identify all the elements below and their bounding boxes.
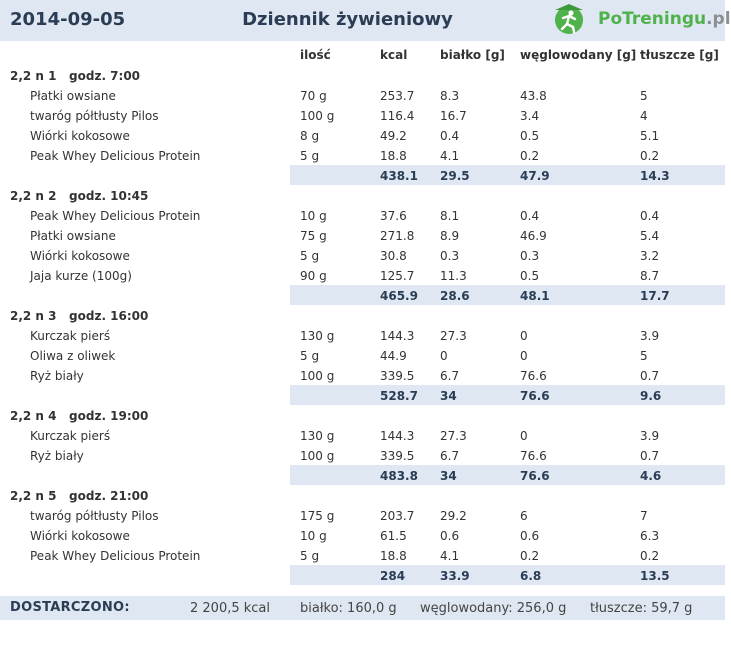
food-name: Oliwa z oliwek [30,349,116,363]
food-kcal: 253.7 [380,89,415,103]
food-qty: 5 g [300,249,320,263]
food-fat: 5 [640,349,648,363]
food-name: Peak Whey Delicious Protein [30,209,201,223]
sum-protein: 34 [440,389,457,403]
food-carbs: 0.2 [520,549,540,563]
sum-kcal: 483.8 [380,469,418,483]
food-qty: 130 g [300,429,335,443]
food-name: twaróg półtłusty Pilos [30,509,159,523]
food-fat: 3.2 [640,249,660,263]
food-name: Jaja kurze (100g) [30,269,132,283]
logo-text[interactable]: PoTreningu.pl [598,9,731,29]
food-kcal: 271.8 [380,229,415,243]
food-qty: 70 g [300,89,327,103]
meal-sum-row [290,165,725,185]
food-kcal: 125.7 [380,269,415,283]
food-carbs: 76.6 [520,369,547,383]
food-kcal: 18.8 [380,549,407,563]
total-carbs: węglowodany: 256,0 g [420,601,567,616]
food-protein: 0 [440,349,448,363]
food-name: Ryż biały [30,369,84,383]
food-kcal: 30.8 [380,249,407,263]
food-protein: 4.1 [440,149,460,163]
food-carbs: 0.4 [520,209,540,223]
total-label: DOSTARCZONO: [10,600,130,615]
food-fat: 0.7 [640,369,660,383]
food-qty: 130 g [300,329,335,343]
food-name: Kurczak pierś [30,329,111,343]
food-fat: 0.2 [640,149,660,163]
food-protein: 0.3 [440,249,460,263]
meal-sum-row [290,465,725,485]
food-kcal: 144.3 [380,329,415,343]
food-carbs: 0.5 [520,269,540,283]
food-fat: 6.3 [640,529,660,543]
food-qty: 100 g [300,449,335,463]
food-kcal: 116.4 [380,109,415,123]
food-name: Wiórki kokosowe [30,249,130,263]
sum-carbs: 6.8 [520,569,542,583]
food-carbs: 0.3 [520,249,540,263]
page-header [0,0,731,41]
sum-carbs: 48.1 [520,289,550,303]
food-name: Wiórki kokosowe [30,529,130,543]
food-protein: 0.4 [440,129,460,143]
meal-title: 2,2 n 3 godz. 16:00 [10,309,149,323]
food-protein: 8.3 [440,89,460,103]
meal-title: 2,2 n 4 godz. 19:00 [10,409,149,423]
food-qty: 100 g [300,369,335,383]
food-kcal: 18.8 [380,149,407,163]
food-qty: 175 g [300,509,335,523]
food-carbs: 43.8 [520,89,547,103]
diary-date: 2014-09-05 [10,9,126,30]
food-qty: 8 g [300,129,320,143]
food-qty: 90 g [300,269,327,283]
food-protein: 8.9 [440,229,460,243]
food-name: Płatki owsiane [30,229,116,243]
food-fat: 7 [640,509,648,523]
food-carbs: 6 [520,509,528,523]
food-carbs: 76.6 [520,449,547,463]
food-kcal: 37.6 [380,209,407,223]
food-name: Kurczak pierś [30,429,111,443]
page-title: Dziennik żywieniowy [242,9,453,30]
food-kcal: 49.2 [380,129,407,143]
food-carbs: 46.9 [520,229,547,243]
food-carbs: 0 [520,329,528,343]
food-carbs: 0 [520,429,528,443]
food-protein: 0.6 [440,529,460,543]
sum-fat: 14.3 [640,169,670,183]
food-kcal: 61.5 [380,529,407,543]
food-protein: 8.1 [440,209,460,223]
sum-protein: 29.5 [440,169,470,183]
food-qty: 5 g [300,149,320,163]
food-qty: 5 g [300,349,320,363]
meal-title: 2,2 n 5 godz. 21:00 [10,489,149,503]
food-protein: 27.3 [440,429,467,443]
food-name: Peak Whey Delicious Protein [30,549,201,563]
total-fat: tłuszcze: 59,7 g [590,601,693,616]
food-fat: 8.7 [640,269,660,283]
food-carbs: 0.2 [520,149,540,163]
food-fat: 0.7 [640,449,660,463]
food-carbs: 0.6 [520,529,540,543]
sum-fat: 9.6 [640,389,662,403]
food-qty: 75 g [300,229,327,243]
sum-carbs: 76.6 [520,389,550,403]
meal-sum-row [290,285,725,305]
food-name: Płatki owsiane [30,89,116,103]
food-kcal: 144.3 [380,429,415,443]
food-fat: 0.2 [640,549,660,563]
sum-kcal: 284 [380,569,406,583]
food-name: Wiórki kokosowe [30,129,130,143]
food-fat: 3.9 [640,329,660,343]
food-name: twaróg półtłusty Pilos [30,109,159,123]
sum-carbs: 76.6 [520,469,550,483]
total-protein: białko: 160,0 g [300,601,397,616]
sum-protein: 34 [440,469,457,483]
food-qty: 10 g [300,529,327,543]
food-carbs: 0.5 [520,129,540,143]
sum-carbs: 47.9 [520,169,550,183]
food-qty: 100 g [300,109,335,123]
food-protein: 6.7 [440,449,460,463]
sum-kcal: 528.7 [380,389,418,403]
col-qty: ilość [300,48,331,62]
total-kcal: 2 200,5 kcal [190,601,271,616]
food-protein: 16.7 [440,109,467,123]
food-protein: 29.2 [440,509,467,523]
sum-protein: 33.9 [440,569,470,583]
meal-sum-row [290,385,725,405]
food-fat: 3.9 [640,429,660,443]
meal-title: 2,2 n 2 godz. 10:45 [10,189,149,203]
food-qty: 10 g [300,209,327,223]
food-fat: 4 [640,109,648,123]
food-protein: 11.3 [440,269,467,283]
food-protein: 27.3 [440,329,467,343]
food-carbs: 3.4 [520,109,540,123]
sum-protein: 28.6 [440,289,470,303]
food-name: Peak Whey Delicious Protein [30,149,201,163]
food-fat: 5.4 [640,229,660,243]
food-kcal: 44.9 [380,349,407,363]
meal-sum-row [290,565,725,585]
daily-total-bar [0,596,725,620]
sum-fat: 4.6 [640,469,662,483]
sum-kcal: 465.9 [380,289,418,303]
food-protein: 4.1 [440,549,460,563]
sum-kcal: 438.1 [380,169,418,183]
sum-fat: 13.5 [640,569,670,583]
food-kcal: 203.7 [380,509,415,523]
food-name: Ryż biały [30,449,84,463]
food-kcal: 339.5 [380,369,415,383]
food-fat: 5 [640,89,648,103]
food-protein: 6.7 [440,369,460,383]
col-fat: tłuszcze [g] [640,48,719,62]
food-qty: 5 g [300,549,320,563]
food-fat: 0.4 [640,209,660,223]
food-carbs: 0 [520,349,528,363]
food-kcal: 339.5 [380,449,415,463]
col-protein: białko [g] [440,48,505,62]
meal-title: 2,2 n 1 godz. 7:00 [10,69,141,83]
col-carbs: węglowodany [g] [520,48,637,62]
sum-fat: 17.7 [640,289,670,303]
col-kcal: kcal [380,48,408,62]
food-fat: 5.1 [640,129,660,143]
